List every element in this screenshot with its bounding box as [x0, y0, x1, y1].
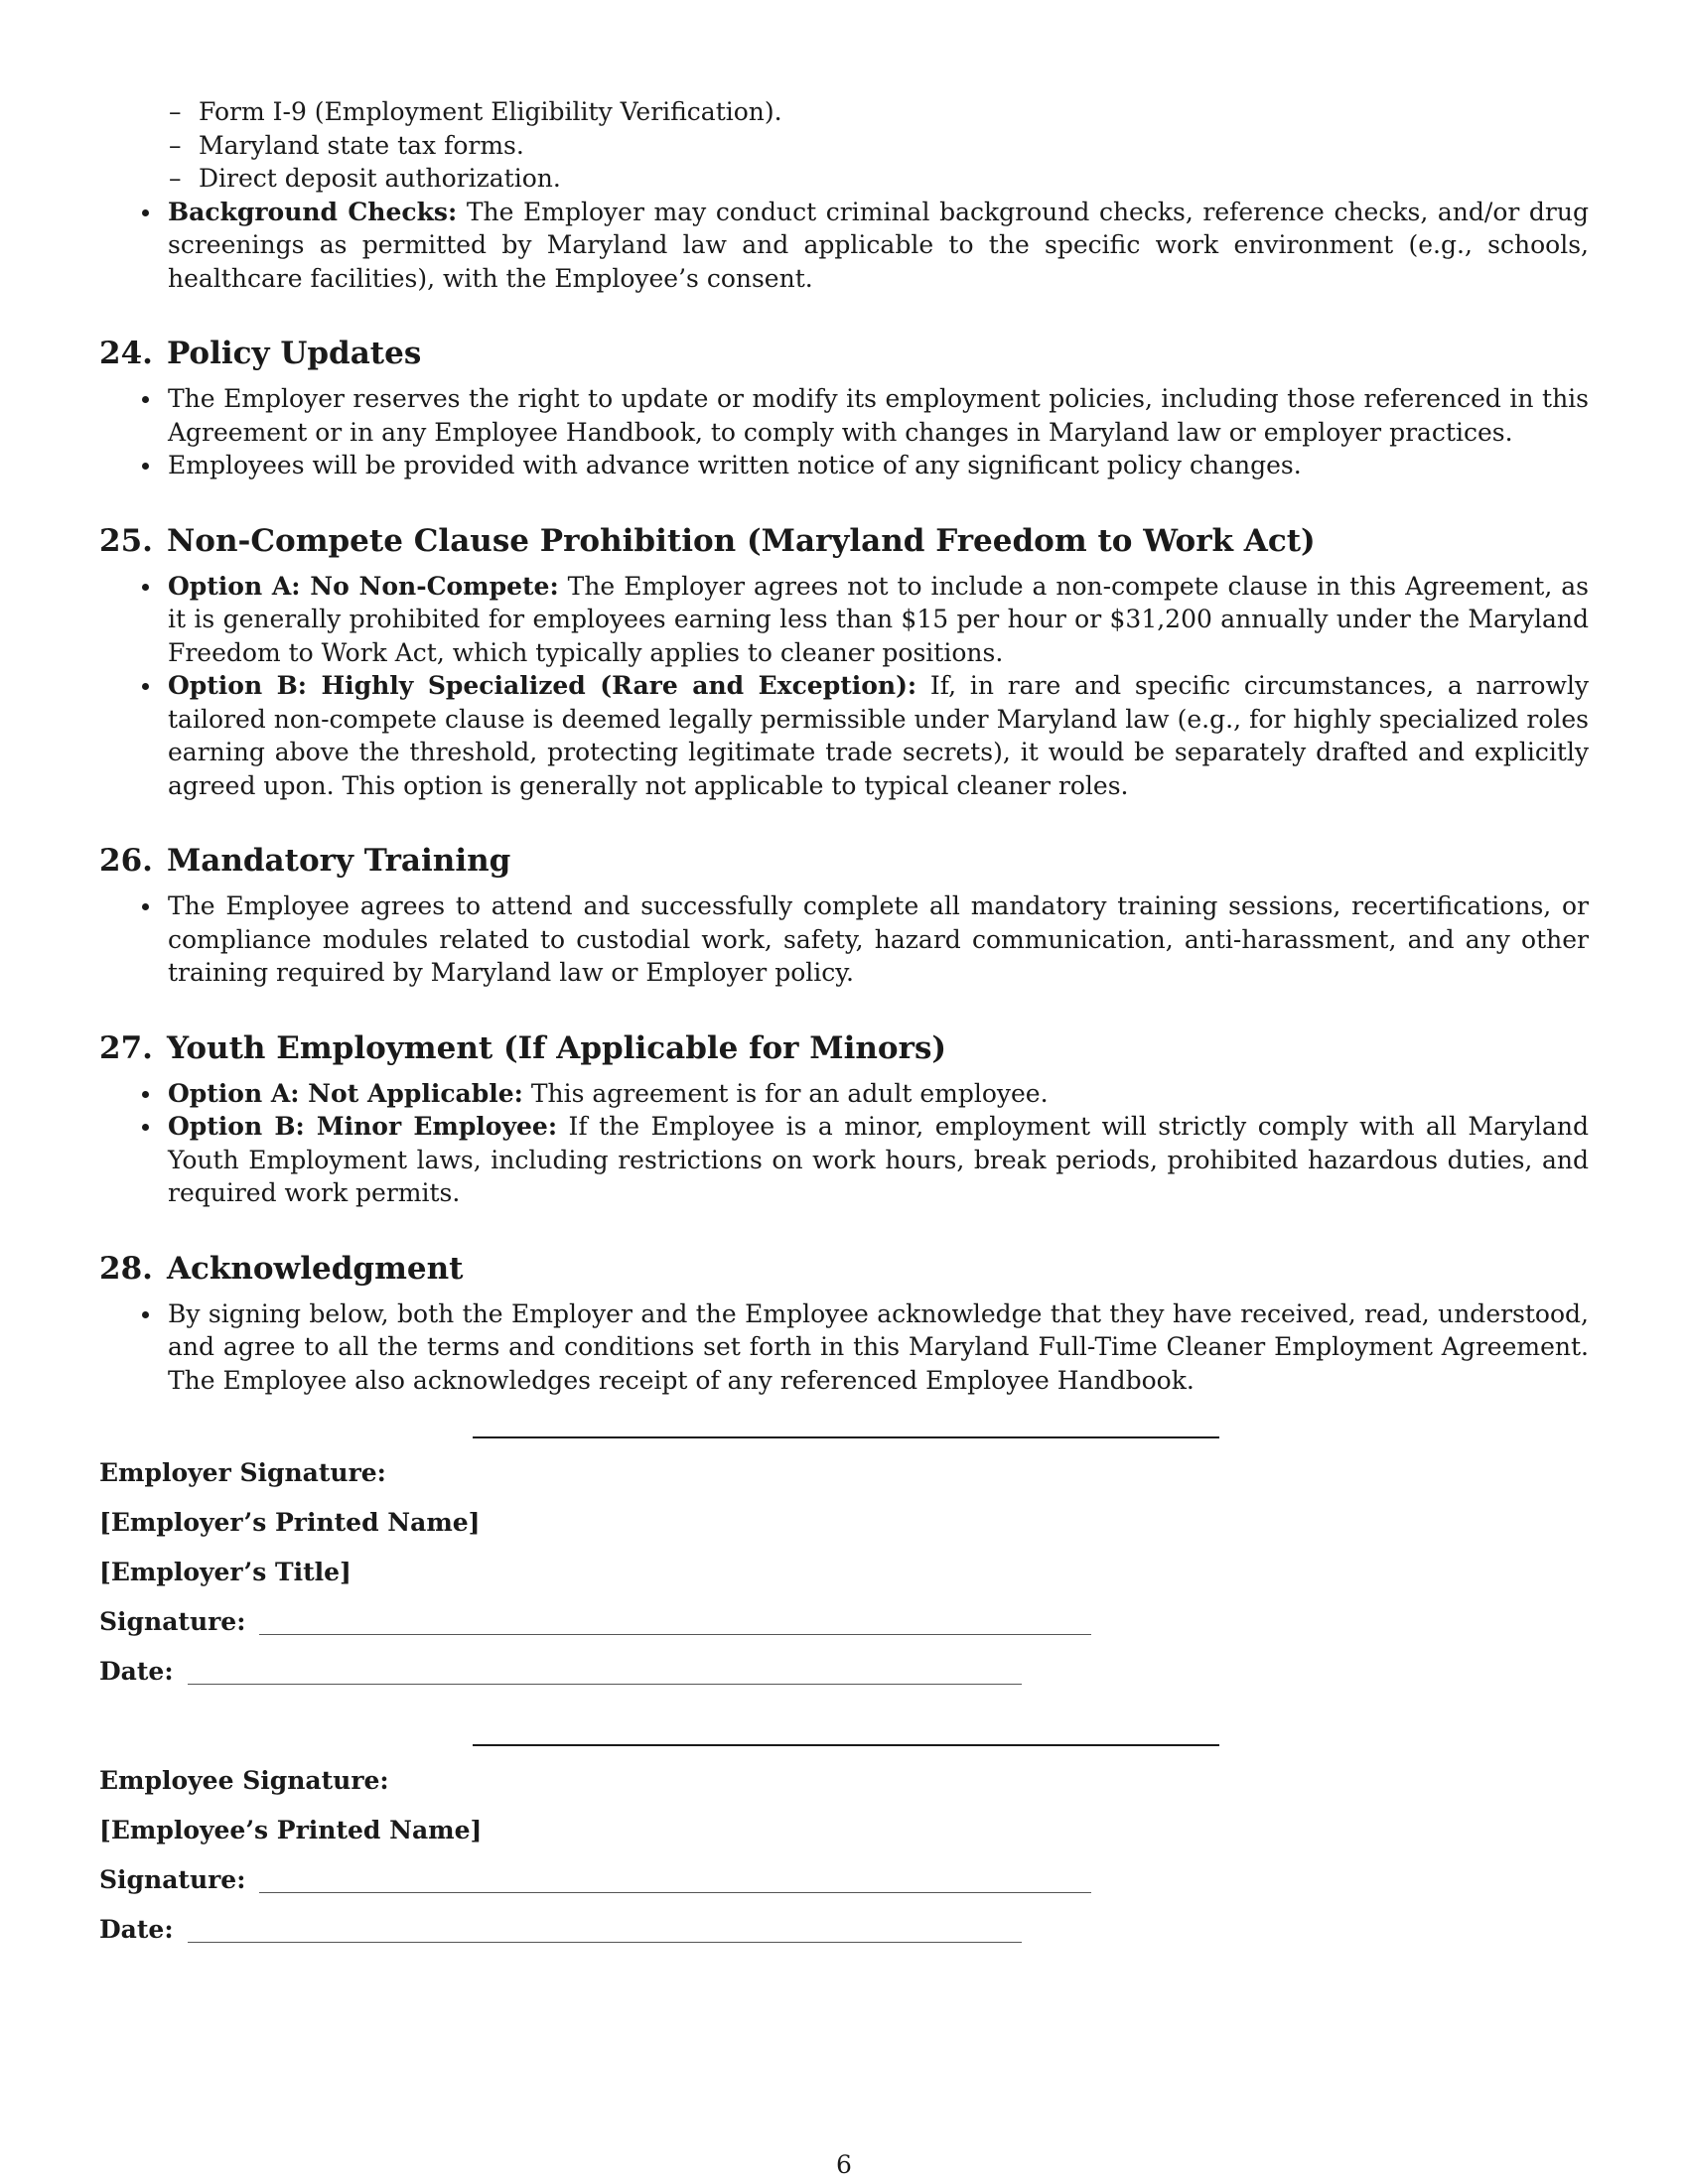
page-number: 6 — [836, 2150, 852, 2179]
employee-signature-line[interactable] — [99, 1855, 1589, 1905]
section-27-list — [99, 1077, 1589, 1210]
item-text: The Employer may conduct criminal background checks, reference checks, and/or drug screenings as permitted by Maryland law and applicable to the specific work environment (e.g., schools, healthcare facilities), with the Employee’s consent. — [168, 197, 1589, 293]
employer-printed-name: [Employer’s Printed Name] — [99, 1508, 481, 1537]
list-item: Employees will be provided with advance written notice of any significant policy changes. — [168, 449, 1589, 482]
employer-date-line[interactable] — [99, 1647, 1589, 1697]
employer-signature-line[interactable] — [99, 1597, 1589, 1647]
background-checks-list — [99, 196, 1589, 296]
employer-signature-block — [99, 1448, 1589, 1697]
date-label: Date: — [99, 1915, 174, 1944]
list-item: – Maryland state tax forms. — [199, 129, 1589, 163]
list-item: The Employer reserves the right to update or modify its employment policies, including those referenced in this Agreement or in any Employee Handbook, to comply with changes in Maryland law or employer practices. — [168, 382, 1589, 449]
list-item: The Employee agrees to attend and successfully complete all mandatory training sessions, recertifications, or compliance modules related to custodial work, safety, hazard communication, anti-harassment, and any other training required by Maryland law or Employer policy. — [168, 889, 1589, 990]
onboarding-forms-list — [99, 95, 1589, 196]
list-item: – Direct deposit authorization. — [199, 162, 1589, 196]
item-text: This agreement is for an adult employee. — [530, 1078, 1049, 1108]
list-item — [168, 1077, 1589, 1111]
signature-label: Signature: — [99, 1607, 246, 1636]
employee-divider — [473, 1744, 1219, 1746]
employer-signature-heading: Employer Signature: — [99, 1458, 386, 1487]
section-heading-27: 27. Youth Employment (If Applicable for Minors) — [99, 1029, 947, 1066]
section-25-list — [99, 570, 1589, 803]
item-text: If, in rare and specific circumstances, a narrowly tailored non-compete clause is deemed legally permissible under Maryland law (e.g., for highly specialized roles earning above the threshold, protecting legitimate trade secrets), it would be separately drafted and explicitly agreed upon. This option is generally not applicable to typical cleaner roles. — [168, 671, 1589, 800]
document-page — [99, 95, 1589, 1955]
section-heading-28: 28. Acknowledgment — [99, 1250, 464, 1287]
item-text: If the Employee is a minor, employment will strictly comply with all Maryland Youth Employment laws, including restrictions on work hours, break periods, prohibited hazardous duties, and required work permits. — [168, 1112, 1589, 1207]
section-heading-26: 26. Mandatory Training — [99, 843, 511, 879]
date-label: Date: — [99, 1657, 174, 1686]
list-item — [168, 570, 1589, 670]
section-24-list — [99, 382, 1589, 482]
section-heading-25: 25. Non-Compete Clause Prohibition (Maryland Freedom to Work Act) — [99, 522, 1316, 559]
item-label: Option A: No Non-Compete: — [168, 571, 559, 601]
item-label: Background Checks: — [168, 197, 458, 226]
section-heading-24: 24. Policy Updates — [99, 336, 422, 371]
list-item: – Form I-9 (Employment Eligibility Verification). — [199, 95, 1589, 129]
employer-title: [Employer’s Title] — [99, 1558, 352, 1586]
list-item: By signing below, both the Employer and the Employee acknowledge that they have received, read, understood, and agree to all the terms and conditions set forth in this Maryland Full-Time Cleaner Employment Agreement. The Employee also acknowledges receipt of any referenced Employee Handbook. — [168, 1297, 1589, 1398]
employee-printed-name: [Employee’s Printed Name] — [99, 1816, 483, 1844]
employee-signature-field[interactable] — [259, 1892, 1091, 1893]
list-item — [168, 196, 1589, 296]
employer-signature-field[interactable] — [259, 1634, 1091, 1635]
employee-date-line[interactable] — [99, 1905, 1589, 1955]
list-item — [168, 1110, 1589, 1210]
section-26-list — [99, 889, 1589, 990]
employee-date-field[interactable] — [188, 1942, 1022, 1943]
list-item — [168, 669, 1589, 802]
signature-label: Signature: — [99, 1865, 246, 1894]
employee-signature-heading: Employee Signature: — [99, 1766, 389, 1795]
employer-divider — [473, 1436, 1219, 1438]
employee-signature-block — [99, 1756, 1589, 1955]
section-28-list — [99, 1297, 1589, 1398]
employer-date-field[interactable] — [188, 1684, 1022, 1685]
item-label: Option B: Minor Employee: — [168, 1112, 558, 1141]
item-label: Option B: Highly Specialized (Rare and Exception): — [168, 671, 917, 700]
item-label: Option A: Not Applicable: — [168, 1078, 523, 1108]
item-text: The Employer agrees not to include a non-compete clause in this Agreement, as it is generally prohibited for employees earning less than $15 per hour or $31,200 annually under the Maryland Freedom to Work Act, which typically applies to cleaner positions. — [168, 571, 1589, 667]
